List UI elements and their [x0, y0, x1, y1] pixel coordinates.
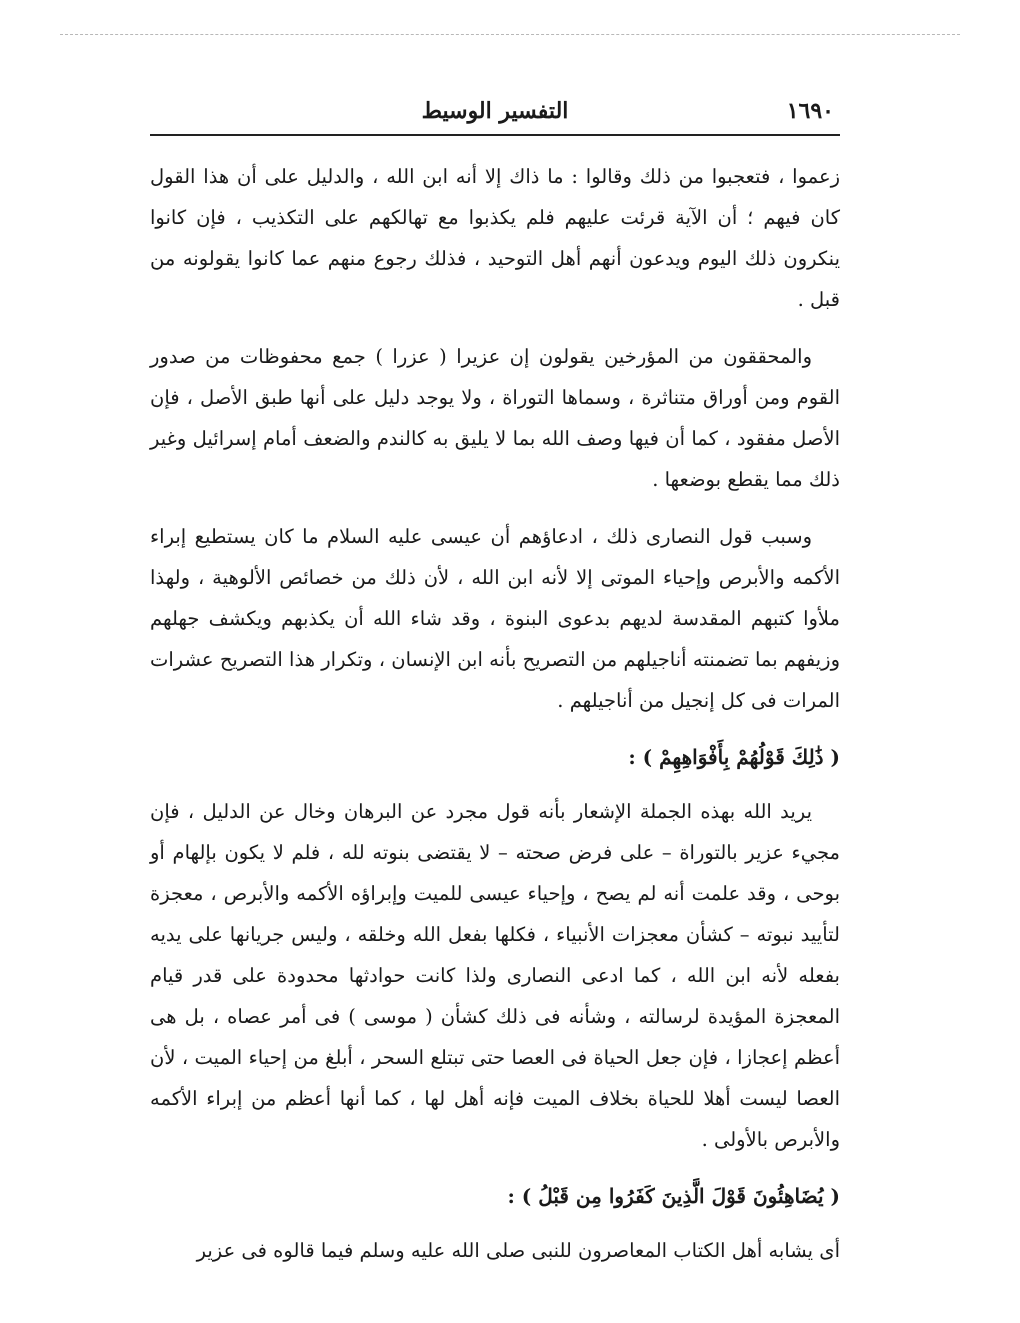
- running-title: التفسير الوسيط: [421, 98, 569, 124]
- book-page: [150, 92, 840, 1287]
- verse-heading: ( ذَٰلِكَ قَوْلُهُمْ بِأَفْوَاهِهِمْ ) :: [628, 745, 840, 769]
- scan-edge-rule: [60, 34, 960, 35]
- body-text: [150, 156, 840, 1271]
- paragraph: يريد الله بهذه الجملة الإشعار بأنه قول مجرد عن البرهان وخال عن الدليل ، فإن مجيء عزير بالتوراة – على فرض صحته – لا يقتضى بنوته لله ، فلم لا يكون بإلهام أو بوحى ، وقد علمت أنه لم يصح ، وإحياء عيسى للميت وإبراؤه الأكمه والأبرص ، معجزة لتأييد نبوته – كشأن معجزات الأنبياء ، فكلها بفعل الله وخلقه ، وليس جريانها على يديه بفعله لأنه ابن الله ، كما ادعى النصارى ولذا كانت حوادثها محدودة على قدر قيام المعجزة المؤيدة لرسالته ، وشأنه فى ذلك كشأن ( موسى ) فى أمر عصاه ، بل هى أعظم إعجازا ، فإن جعل الحياة فى العصا حتى تبتلع السحر ، أبلغ من إحياء الميت ، لأن العصا ليست أهلا للحياة بخلاف الميت فإنه أهل لها ، كما أنها أعظم من إبراء الأكمه والأبرص بالأولى .: [150, 800, 840, 1151]
- paragraph: وسبب قول النصارى ذلك ، ادعاؤهم أن عيسى عليه السلام ما كان يستطيع إبراء الأكمه والأبرص وإحياء الموتى إلا لأنه ابن الله ، لأن ذلك من خصائص الألوهية ، ولهذا ملأوا كتبهم المقدسة لديهم بدعوى البنوة ، وقد شاء الله أن يكذبهم ويكشف جهلهم وزيفهم بما تضمنته أناجيلهم من التصريح بأنه ابن الإنسان ، وتكرار هذا التصريح عشرات المرات فى كل إنجيل من أناجيلهم .: [150, 525, 840, 712]
- page-header: [150, 92, 840, 136]
- paragraph: والمحققون من المؤرخين يقولون إن عزيرا ( عزرا ) جمع محفوظات من صدور القوم ومن أوراق متناثرة ، وسماها التوراة ، ولا يوجد دليل على أنها طبق الأصل ، فإن الأصل مفقود ، كما أن فيها وصف الله بما لا يليق به كالندم والضعف أمام إسرائيل وغير ذلك مما يقطع بوضعها .: [150, 345, 840, 491]
- page-number: ١٦٩٠: [786, 98, 834, 124]
- paragraph: أى يشابه أهل الكتاب المعاصرون للنبى صلى الله عليه وسلم فيما قالوه فى عزير: [196, 1239, 840, 1262]
- paragraph: زعموا ، فتعجبوا من ذلك وقالوا : ما ذاك إلا أنه ابن الله ، والدليل على أن هذا القول كان فيهم ؛ أن الآية قرئت عليهم فلم يكذبوا مع تهالكهم على التكذيب ، فإن كانوا ينكرون ذلك اليوم ويدعون أنهم أهل التوحيد ، فذلك رجوع منهم عما كانوا يقولونه من قبل .: [150, 165, 840, 311]
- verse-heading: ( يُضَاهِئُونَ قَوْلَ الَّذِينَ كَفَرُوا مِن قَبْلُ ) :: [507, 1184, 840, 1208]
